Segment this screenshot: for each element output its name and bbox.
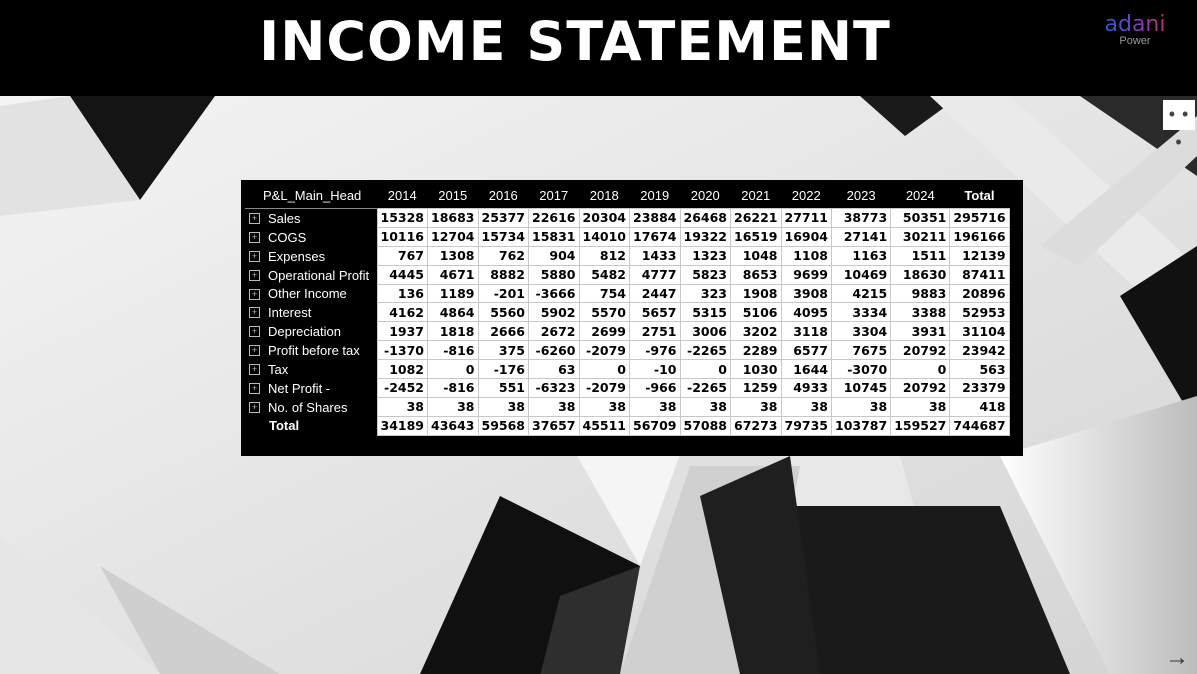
- total-cell: 79735: [781, 416, 832, 435]
- table-cell: 418: [950, 397, 1009, 416]
- table-cell: 38: [891, 397, 950, 416]
- table-cell: 5902: [529, 303, 580, 322]
- expand-icon[interactable]: +: [249, 213, 260, 224]
- table-cell: -6260: [529, 341, 580, 360]
- row-label-text: Depreciation: [268, 324, 341, 340]
- table-cell: 14010: [579, 227, 630, 246]
- row-label-text: Interest: [268, 305, 312, 321]
- table-cell: 38: [680, 397, 731, 416]
- table-cell: 1644: [781, 360, 832, 379]
- table-cell: -3666: [529, 284, 580, 303]
- table-cell: 563: [950, 360, 1009, 379]
- table-cell: 26221: [731, 209, 782, 228]
- column-header-2018[interactable]: 2018: [589, 187, 619, 203]
- table-cell: -2079: [579, 341, 630, 360]
- table-cell: 3334: [832, 303, 891, 322]
- table-cell: 27711: [781, 209, 832, 228]
- table-cell: 1082: [377, 360, 428, 379]
- table-cell: 3304: [832, 322, 891, 341]
- table-row: [245, 209, 1009, 228]
- row-label-text: Operational Profit: [268, 267, 370, 283]
- table-cell: 1189: [428, 284, 479, 303]
- column-header-2021[interactable]: 2021: [741, 187, 771, 203]
- table-cell: -2079: [579, 379, 630, 398]
- table-cell: -201: [478, 284, 529, 303]
- row-label[interactable]: [245, 360, 377, 379]
- table-cell: -2265: [680, 341, 731, 360]
- table-row: [245, 246, 1009, 265]
- income-statement-matrix: [241, 180, 1023, 456]
- next-page-button[interactable]: [1165, 644, 1189, 672]
- row-label-text: No. of Shares: [268, 399, 348, 415]
- table-cell: 17674: [630, 227, 681, 246]
- table-cell: 63: [529, 360, 580, 379]
- table-cell: 5106: [731, 303, 782, 322]
- table-cell: 15734: [478, 227, 529, 246]
- table-cell: 12139: [950, 246, 1009, 265]
- row-label[interactable]: [245, 209, 377, 228]
- table-cell: 375: [478, 341, 529, 360]
- table-cell: 1433: [630, 246, 681, 265]
- column-header-2014[interactable]: 2014: [387, 187, 417, 203]
- row-label[interactable]: [245, 379, 377, 398]
- column-header-2022[interactable]: 2022: [791, 187, 821, 203]
- table-cell: 52953: [950, 303, 1009, 322]
- table-cell: 5657: [630, 303, 681, 322]
- table-cell: -2452: [377, 379, 428, 398]
- logo-sub-text: Power: [1119, 35, 1151, 47]
- table-cell: 754: [579, 284, 630, 303]
- table-cell: 8653: [731, 265, 782, 284]
- table-cell: 812: [579, 246, 630, 265]
- total-cell: 57088: [680, 416, 731, 435]
- column-header-2024[interactable]: 2024: [905, 187, 935, 203]
- table-cell: 3908: [781, 284, 832, 303]
- pnl-table: [245, 182, 1010, 436]
- table-cell: 5315: [680, 303, 731, 322]
- expand-icon[interactable]: +: [249, 383, 260, 394]
- row-label[interactable]: [245, 341, 377, 360]
- row-label[interactable]: [245, 227, 377, 246]
- table-cell: 3931: [891, 322, 950, 341]
- row-label[interactable]: [245, 265, 377, 284]
- header-bar: [0, 0, 1197, 96]
- table-cell: 1030: [731, 360, 782, 379]
- column-header-2019[interactable]: 2019: [640, 187, 670, 203]
- table-row: [245, 265, 1009, 284]
- table-cell: 2447: [630, 284, 681, 303]
- table-cell: 50351: [891, 209, 950, 228]
- table-cell: 2666: [478, 322, 529, 341]
- table-cell: 10745: [832, 379, 891, 398]
- table-cell: 20792: [891, 341, 950, 360]
- table-cell: 5823: [680, 265, 731, 284]
- table-cell: 38: [832, 397, 891, 416]
- table-cell: 551: [478, 379, 529, 398]
- table-row: [245, 397, 1009, 416]
- row-label-text: Tax: [268, 362, 289, 378]
- table-cell: 5560: [478, 303, 529, 322]
- logo-brand-text: adani: [1104, 12, 1166, 37]
- table-cell: 136: [377, 284, 428, 303]
- table-cell: 2751: [630, 322, 681, 341]
- expand-icon[interactable]: +: [249, 270, 260, 281]
- total-cell: 67273: [731, 416, 782, 435]
- total-cell: 103787: [832, 416, 891, 435]
- table-header-row: [245, 182, 1009, 209]
- table-row: [245, 379, 1009, 398]
- table-cell: 3006: [680, 322, 731, 341]
- table-cell: -2265: [680, 379, 731, 398]
- table-cell: 18683: [428, 209, 479, 228]
- total-row-label: Total: [245, 416, 377, 435]
- table-cell: 4777: [630, 265, 681, 284]
- page-title: INCOME STATEMENT: [259, 10, 891, 73]
- total-cell: 744687: [950, 416, 1009, 435]
- table-cell: 20792: [891, 379, 950, 398]
- table-cell: -966: [630, 379, 681, 398]
- table-cell: 38: [478, 397, 529, 416]
- column-header-2023[interactable]: 2023: [846, 187, 876, 203]
- expand-icon[interactable]: +: [249, 326, 260, 337]
- row-header-label[interactable]: P&L_Main_Head: [263, 187, 362, 203]
- table-cell: 12704: [428, 227, 479, 246]
- table-cell: 16904: [781, 227, 832, 246]
- column-header-2015[interactable]: 2015: [438, 187, 468, 203]
- table-cell: 38: [428, 397, 479, 416]
- table-cell: 6577: [781, 341, 832, 360]
- expand-icon[interactable]: +: [249, 402, 260, 413]
- row-label[interactable]: [245, 322, 377, 341]
- table-row: [245, 303, 1009, 322]
- table-cell: 38: [529, 397, 580, 416]
- table-cell: -976: [630, 341, 681, 360]
- row-label-text: Profit before tax: [268, 343, 360, 359]
- table-row: [245, 360, 1009, 379]
- expand-icon[interactable]: +: [249, 289, 260, 300]
- row-label-text: COGS: [268, 229, 307, 245]
- column-header-2020[interactable]: 2020: [690, 187, 720, 203]
- table-cell: 1511: [891, 246, 950, 265]
- more-options-button[interactable]: [1163, 100, 1195, 152]
- table-cell: 5482: [579, 265, 630, 284]
- table-cell: 9699: [781, 265, 832, 284]
- table-cell: 4671: [428, 265, 479, 284]
- column-header-2017[interactable]: 2017: [539, 187, 569, 203]
- total-row: [245, 416, 1009, 435]
- table-cell: 904: [529, 246, 580, 265]
- table-cell: 196166: [950, 227, 1009, 246]
- table-cell: 4215: [832, 284, 891, 303]
- table-cell: -816: [428, 379, 479, 398]
- table-cell: 26468: [680, 209, 731, 228]
- table-cell: 20896: [950, 284, 1009, 303]
- table-cell: 18630: [891, 265, 950, 284]
- table-cell: 2289: [731, 341, 782, 360]
- table-cell: -176: [478, 360, 529, 379]
- row-label[interactable]: [245, 284, 377, 303]
- total-cell: 37657: [529, 416, 580, 435]
- table-cell: 38: [781, 397, 832, 416]
- row-label[interactable]: [245, 246, 377, 265]
- expand-icon[interactable]: +: [249, 307, 260, 318]
- table-cell: 15831: [529, 227, 580, 246]
- table-cell: 31104: [950, 322, 1009, 341]
- more-options-icon: • • •: [1168, 104, 1190, 152]
- total-cell: 34189: [377, 416, 428, 435]
- table-cell: 0: [428, 360, 479, 379]
- table-cell: 15328: [377, 209, 428, 228]
- row-label[interactable]: [245, 303, 377, 322]
- table-cell: 1048: [731, 246, 782, 265]
- table-cell: 25377: [478, 209, 529, 228]
- table-cell: -1370: [377, 341, 428, 360]
- table-cell: 38773: [832, 209, 891, 228]
- table-cell: 5570: [579, 303, 630, 322]
- table-cell: 10116: [377, 227, 428, 246]
- table-cell: 0: [680, 360, 731, 379]
- table-cell: 295716: [950, 209, 1009, 228]
- table-cell: 1259: [731, 379, 782, 398]
- table-cell: 2672: [529, 322, 580, 341]
- total-cell: 43643: [428, 416, 479, 435]
- total-cell: 56709: [630, 416, 681, 435]
- expand-icon[interactable]: +: [249, 232, 260, 243]
- column-header-2016[interactable]: 2016: [488, 187, 518, 203]
- row-label-text: Sales: [268, 211, 301, 227]
- table-cell: 20304: [579, 209, 630, 228]
- table-cell: 1308: [428, 246, 479, 265]
- table-cell: 23379: [950, 379, 1009, 398]
- next-arrow-icon: →: [1165, 644, 1189, 671]
- table-cell: 38: [630, 397, 681, 416]
- table-cell: 0: [579, 360, 630, 379]
- table-cell: 767: [377, 246, 428, 265]
- table-cell: -10: [630, 360, 681, 379]
- table-cell: 0: [891, 360, 950, 379]
- table-cell: 4445: [377, 265, 428, 284]
- table-cell: 22616: [529, 209, 580, 228]
- table-cell: 10469: [832, 265, 891, 284]
- company-logo: [1103, 12, 1167, 47]
- row-label-text: Net Profit -: [268, 380, 331, 396]
- table-cell: 38: [377, 397, 428, 416]
- row-label-text: Other Income: [268, 286, 347, 302]
- table-cell: 762: [478, 246, 529, 265]
- expand-icon[interactable]: +: [249, 345, 260, 356]
- table-cell: 87411: [950, 265, 1009, 284]
- table-cell: 3202: [731, 322, 782, 341]
- table-cell: 3388: [891, 303, 950, 322]
- table-cell: 5880: [529, 265, 580, 284]
- table-cell: 4864: [428, 303, 479, 322]
- total-cell: 159527: [891, 416, 950, 435]
- column-header-total[interactable]: Total: [964, 187, 995, 203]
- table-cell: 38: [579, 397, 630, 416]
- table-cell: 7675: [832, 341, 891, 360]
- row-label[interactable]: [245, 397, 377, 416]
- expand-icon[interactable]: +: [249, 364, 260, 375]
- table-cell: 1937: [377, 322, 428, 341]
- table-cell: -3070: [832, 360, 891, 379]
- table-cell: 4933: [781, 379, 832, 398]
- total-cell: 59568: [478, 416, 529, 435]
- expand-icon[interactable]: +: [249, 251, 260, 262]
- row-label-text: Expenses: [268, 248, 326, 264]
- table-cell: 8882: [478, 265, 529, 284]
- table-cell: 1818: [428, 322, 479, 341]
- table-row: [245, 284, 1009, 303]
- table-cell: 23884: [630, 209, 681, 228]
- table-cell: 9883: [891, 284, 950, 303]
- table-row: [245, 227, 1009, 246]
- table-cell: 4095: [781, 303, 832, 322]
- table-cell: 323: [680, 284, 731, 303]
- table-cell: 3118: [781, 322, 832, 341]
- table-cell: 27141: [832, 227, 891, 246]
- table-cell: 19322: [680, 227, 731, 246]
- table-cell: 23942: [950, 341, 1009, 360]
- table-cell: 1908: [731, 284, 782, 303]
- table-cell: -816: [428, 341, 479, 360]
- table-cell: 2699: [579, 322, 630, 341]
- table-cell: 4162: [377, 303, 428, 322]
- table-cell: 38: [731, 397, 782, 416]
- table-cell: 1323: [680, 246, 731, 265]
- table-cell: -6323: [529, 379, 580, 398]
- table-cell: 1108: [781, 246, 832, 265]
- table-row: [245, 322, 1009, 341]
- table-cell: 30211: [891, 227, 950, 246]
- table-row: [245, 341, 1009, 360]
- table-cell: 1163: [832, 246, 891, 265]
- table-cell: 16519: [731, 227, 782, 246]
- total-cell: 45511: [579, 416, 630, 435]
